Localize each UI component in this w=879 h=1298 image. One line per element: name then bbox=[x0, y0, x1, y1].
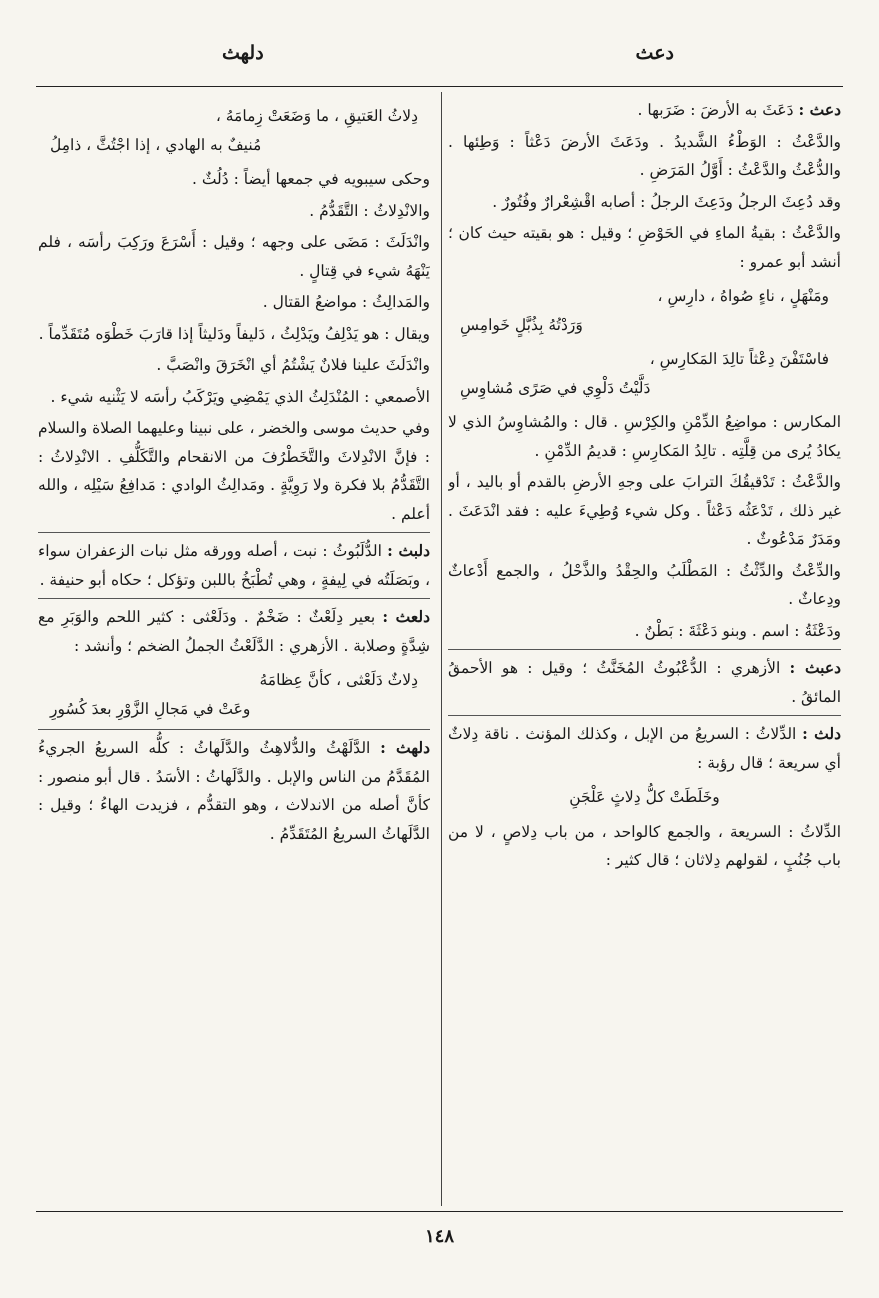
entry-text: الدَّلَهْثُ والدُّلاهِثُ والدَّلَهاثُ : كلُّه السريعُ الجريءُ المُقَدَّمُ من الناس والإبل . والدَّلَهاثُ : الأسَدُ . قال أبو منصور : كأنَّ أصله من الاندلاث ، وهو التقدُّم ، فزيدت الهاءُ ؛ وقيل : الدَّلَهاثُ السريعُ المُتَقَدِّمُ . bbox=[38, 739, 430, 843]
entry-paragraph bbox=[448, 408, 841, 465]
entry-headword: دعث : bbox=[798, 100, 841, 119]
page-number: ١٤٨ bbox=[424, 1226, 454, 1247]
verse-couplet bbox=[448, 282, 841, 339]
dictionary-entry bbox=[38, 598, 430, 660]
entry-text: والدِّعْثُ والدِّثْثُ : المَطْلَبُ والحِقْدُ والذَّحْلُ ، والجمع أَدْعاثٌ ودِعاثٌ . bbox=[448, 561, 841, 608]
entry-text: الدِّلاثُ : السريعة ، والجمع كالواحد ، من باب دِلاصٍ ، لا من باب جُنُبٍ ، لقولهم دِلاثان ؛ قال كثير : bbox=[448, 822, 841, 869]
entry-headword: دلعث : bbox=[382, 607, 430, 626]
verse-hemistich: دَلَّيْتُ دَلْوِي في صَرًى مُشاوِسِ bbox=[460, 378, 651, 397]
entry-paragraph bbox=[448, 188, 841, 217]
header-left-word: دلهث bbox=[222, 42, 264, 64]
right-column bbox=[448, 96, 841, 1202]
verse-couplet bbox=[38, 102, 430, 159]
entry-text: ويقال : هو يَدْلِفُ ويَدْلِثُ ، دَليفاً ودَليثاً إذا قارَبَ خَطْوَه مُتَقَدِّماً . bbox=[38, 324, 430, 343]
dictionary-entry bbox=[38, 729, 430, 848]
verse-hemistich: مُنيفٌ به الهادي ، إذا اجْتُثَّ ، ذامِلُ bbox=[50, 135, 262, 154]
entry-text: بعير دِلَعْثٌ : ضَخْمٌ . ودَلَعْثى : كثير اللحم والوَبَرِ مع شِدَّةٍ وصلابة . الأزهري : الدَّلَعْثُ الجملُ الضخم ؛ وأنشد : bbox=[38, 608, 430, 655]
entry-text: المكارس : مواضِعُ الدِّمْنِ والكِرْسِ . قال : والمُشاوِسُ الذي لا يكادُ يُرى من قِلَّتِه . تالِدُ المَكارِسِ : قديمُ الدِّمْنِ . bbox=[448, 413, 841, 460]
entry-text: وفي حديث موسى والخضر ، على نبينا وعليهما الصلاة والسلام : فإنَّ الانْدِلاثَ والتَّخَطْرُفَ من الانقحام والتَّكَلُّفِ . الانْدِلاثُ : التَّقَدُّمُ بلا فكرة ولا رَوِيَّةٍ . ومَدالِثُ الوادي : مَدافِعُ سَيْلِه ، والله أعلم . bbox=[38, 419, 430, 523]
entry-paragraph bbox=[38, 197, 430, 226]
verse-hemistich: دِلاثٌ دَلَعْثى ، كأنَّ عِظامَهُ bbox=[259, 671, 418, 689]
entry-paragraph bbox=[448, 557, 841, 614]
verse-hemistich: وعَتْ في مَجالِ الزَّوْرِ بعدَ كُسُورِ bbox=[50, 699, 251, 718]
verse-hemistich: وخَلَطَتْ كلُّ دِلاثٍ عَلْجَنِ bbox=[569, 788, 720, 806]
entry-text: والمَدالِثُ : مواضعُ القتال . bbox=[262, 293, 430, 311]
entry-text: الدُّلَبُوثُ : نبت ، أصله وورقه مثل نبات الزعفران سواء ، وبَصَلَتُه في لِيفةٍ ، وهي تُطْبَخُ باللبن وتؤكل ؛ حكاه أبو حنيفة . bbox=[38, 542, 430, 589]
column-divider bbox=[441, 92, 442, 1206]
entry-paragraph bbox=[38, 288, 430, 317]
entry-headword: دعبث : bbox=[789, 658, 841, 677]
entry-paragraph bbox=[448, 128, 841, 185]
verse-hemistich: ومَنْهَلٍ ، ناءٍ صُواهُ ، دارِسِ ، bbox=[657, 287, 829, 305]
entry-paragraph bbox=[448, 617, 841, 646]
entry-text: والانْدِلاثُ : التَّقَدُّمُ . bbox=[309, 201, 430, 220]
entry-paragraph bbox=[38, 383, 430, 412]
entry-paragraph bbox=[448, 468, 841, 554]
bottom-rule bbox=[36, 1211, 843, 1212]
verse-couplet bbox=[38, 666, 430, 723]
entry-text: وحكى سيبويه في جمعها أيضاً : دُلُثٌ . bbox=[191, 170, 430, 188]
entry-text: وانْدَلَثَ : مَضَى على وجهه ؛ وقيل : أَسْرَعَ ورَكِبَ رأسَه ، فلم يَنْهَهُ شيء في قِتالٍ . bbox=[38, 233, 430, 280]
entry-text: والدَّعْثُ : تَدْقيقُكَ الترابَ على وجهِ الأرضِ بالقدم أو باليد ، أو غير ذلك ، تَدْعَثُه دَعْثاً . وكل شيء وُطِيءَ عليه : فقد انْدَعَثَ . ومَدَرٌ مَدْعُوثٌ . bbox=[448, 473, 841, 548]
entry-paragraph bbox=[448, 818, 841, 875]
entry-text: الأصمعي : المُنْدَلِثُ الذي يَمْضِي ويَرْكَبُ رأسَه لا يَثْنيه شيء . bbox=[50, 387, 430, 406]
verse-hemistich: دِلاثُ العَتيقِ ، ما وَضَعَتْ زِمامَهُ ، bbox=[215, 107, 418, 125]
header-right-word: دعث bbox=[635, 42, 674, 64]
dictionary-entry bbox=[448, 649, 841, 711]
verse-hemistich: وَرَدْتُهُ بِذُبَّلٍ خَوامِسِ bbox=[460, 315, 583, 334]
dictionary-entry bbox=[448, 96, 841, 125]
entry-text: الأزهري : الدُّعْبُوثُ المُخَنَّثُ ؛ وقيل : هو الأحمقُ المائقُ . bbox=[448, 659, 841, 706]
dictionary-entry bbox=[38, 532, 430, 594]
top-rule bbox=[36, 86, 843, 87]
entry-text: ودَعْثَةُ : اسم . وبنو دَعْثَةَ : بَطْنٌ . bbox=[634, 621, 841, 640]
entry-headword: دلث : bbox=[802, 724, 841, 743]
entry-paragraph bbox=[38, 351, 430, 380]
entry-text: وانْدَلَثَ علينا فلانٌ يَشْتُمُ أي انْخَرَقَ وانْصَبَّ . bbox=[156, 356, 430, 374]
entry-paragraph bbox=[38, 414, 430, 528]
entry-paragraph bbox=[38, 165, 430, 194]
entry-text: وقد دُعِثَ الرجلُ ودَعِثَ الرجلُ : أصابه اقْشِعْرارٌ وفُتُورٌ . bbox=[492, 192, 841, 211]
entry-headword: دلهث : bbox=[380, 738, 430, 757]
dictionary-entry bbox=[448, 715, 841, 777]
left-column bbox=[38, 96, 430, 1202]
verse-couplet bbox=[448, 783, 841, 812]
entry-text: والدَّعْثُ : الوَطْءُ الشَّديدُ . ودَعَثَ الأرضَ دَعْثاً : وَطِئها . والدُّعْثُ والدَّعْثُ : أَوَّلُ المَرَضِ . bbox=[448, 132, 841, 179]
entry-headword: دلبث : bbox=[387, 541, 430, 560]
verse-hemistich: فاسْتَفْنَ دِعْثاً تالِدَ المَكارِسِ ، bbox=[649, 350, 829, 368]
entry-paragraph bbox=[448, 219, 841, 276]
entry-text: دَعَثَ به الأرضَ : ضَرَبها . bbox=[637, 101, 794, 119]
entry-text: والدَّعْثُ : بقيةُ الماءِ في الحَوْضِ ؛ وقيل : هو بقيته حيث كان ؛ أنشد أبو عمرو : bbox=[448, 224, 841, 271]
entry-paragraph bbox=[38, 228, 430, 285]
verse-couplet bbox=[448, 345, 841, 402]
entry-paragraph bbox=[38, 320, 430, 349]
entry-text: الدِّلاثُ : السريعُ من الإبل ، وكذلك المؤنث . ناقة دِلاثٌ أي سريعة ؛ قال رؤبة : bbox=[448, 725, 841, 772]
